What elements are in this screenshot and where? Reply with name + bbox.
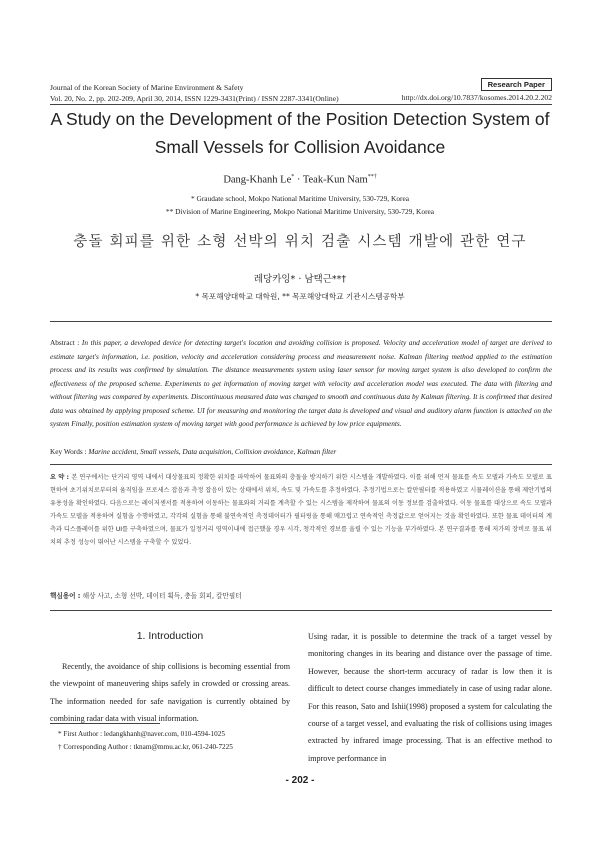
- section-heading: 1. Introduction: [136, 630, 204, 642]
- journal-name: Journal of the Korean Society of Marine Environment & Safety: [50, 83, 244, 92]
- keywords-text: Marine accident, Small vessels, Data acquisition, Collision avoidance, Kalman filter: [88, 447, 337, 456]
- korean-title: 충돌 회피를 위한 소형 선박의 위치 검출 시스템 개발에 관한 연구: [73, 234, 527, 250]
- korean-affiliation: * 목포해양대학교 대학원, ** 목포해양대학교 기관시스템공학부: [195, 292, 405, 301]
- abstract-text: In this paper, a developed device for detecting target's location and avoiding collision is proposed. Velocity and acceleration model of target are derived to estimate target's information, i.e. position, velocity and acceleration considering process and measurement noise. Kalman filtering method applied to the estimation process and its results was confirmed by simulation. The distance measurements system using laser sensor for moving target system is also developed to confirm the effectiveness of the proposed scheme. Experiments to get information of moving target with velocity and acceleration model was executed. The data with filtering and without filtering was compared by experiments. Discontinuous measured data was changed to smooth and continuous data by Kalman filtering. It is confirmed that desired data was obtained by applying proposed scheme. UI for measuring and monitoring the target data is developed and visual and auditory alarm function is attached on the system Finally, position estimation system of moving target with good performance is achieved by low price equipments.: [50, 338, 552, 428]
- author-name: Dang-Khanh Le: [223, 174, 292, 186]
- body-paragraph: Using radar, it is possible to determine the track of a target vessel by monitoring changes in its bearing and distance over the passage of time. However, because the short-term accuracy of radar is low then it is difficult to detect course changes immediately in case of using radar alone. For this reason, Sato and Ishii(1998) proposed a system for calculating the course of a target vessel, and evaluating the risk of collisions using images extracted by infrared image processing. That is an effective method to improve performance in: [308, 632, 552, 763]
- korean-abstract-label: 요 약 :: [50, 474, 72, 481]
- abstract-label: Abstract :: [50, 338, 82, 347]
- korean-keywords-text: 해상 사고, 소형 선박, 데이터 획득, 충돌 회피, 칼만필터: [82, 592, 242, 600]
- author-separator: ·: [294, 174, 303, 186]
- paper-type-badge: Research Paper: [481, 78, 552, 91]
- abstract: [50, 336, 552, 431]
- footnote: * First Author : ledangkhanh@naver.com, 010-4594-1025: [58, 730, 225, 738]
- journal-info: [50, 82, 339, 104]
- keywords-label: Key Words :: [50, 447, 89, 456]
- author-name: Teak-Kun Nam: [302, 174, 368, 186]
- body-top-rule: [50, 610, 552, 611]
- body-paragraph: Recently, the avoidance of ship collisions is becoming essential from the viewpoint of maneuvering ships safely in crowded or crossing areas. The information needed for safe navigation is currently obtained by combining radar data with visual information.: [50, 662, 290, 724]
- affiliation: ** Division of Marine Engineering, Mokpo National Maritime University, 530-729, Korea: [165, 207, 435, 216]
- paper-title: A Study on the Development of the Position Detection System of Small Vessels for Collision Avoidance: [50, 109, 550, 157]
- korean-abstract: [50, 471, 552, 550]
- journal-volume: Vol. 20, No. 2, pp. 202-209, April 30, 2014, ISSN 1229-3431(Print) / ISSN 2287-3341(Online): [50, 94, 339, 103]
- doi-link[interactable]: http://dx.doi.org/10.7837/kosomes.2014.20.2.202: [401, 93, 552, 102]
- body-column-left: [50, 658, 290, 728]
- affiliation: * Graudate school, Mokpo National Maritime University, 530-729, Korea: [190, 194, 410, 203]
- body-column-right: [308, 628, 552, 767]
- author-list: [0, 174, 600, 186]
- footnote: † Corresponding Author : tknam@mmu.ac.kr, 061-240-7225: [58, 743, 233, 751]
- footnote-rule: [50, 723, 160, 724]
- abstract-divider: [50, 464, 552, 465]
- author-mark: **†: [367, 174, 377, 180]
- korean-keywords: [50, 590, 552, 600]
- korean-abstract-text: 본 연구에서는 단거리 영역 내에서 대상물표의 정확한 위치를 파악하여 물표와의 충돌을 방지하기 위한 시스템을 개발하였다. 이를 위해 먼저 물표를 속도 모델과 가속도 모델로 표현하여 초기위치로부터의 움직임을 프로세스 잡음과 측정 잡음이 있는 상태에서 위치, 속도 및 가속도를 추정하였다. 추정기법으로는 칼만필터를 적용하였고 시뮬레이션을 통해 제안기법의 유용성을 확인하였다. 다음으로는 레이저센서를 적용하여 이동하는 물표와의 거리를 계측할 수 있는 시스템을 제작하여 물표의 이동 정보를 검출하였다. 이동 물표를 대상으로 속도 모델과 가속도 모델을 적용하여 실험을 수행하였고, 각각의 실험을 통해 불연속적인 측정데이터가 필터링을 통해 매끄럽고 연속적인 측정값으로 얻어지는 것을 확인하였다. 또한 물표 데이터의 계측과 디스플레이를 위한 UI를 구축하였으며, 물표가 일정거리 영역이내에 접근했을 경우 시각, 청각적인 경보를 울릴 수 있는 기능을 부가하였다. 본 연구결과를 통해 저가의 장비로 물표 위치의 추정 성능이 뛰어난 시스템을 구축할 수 있었다.: [50, 474, 552, 547]
- korean-keywords-label: 핵심용어 :: [50, 592, 83, 600]
- korean-authors: 레당카잉* · 남택근**†: [253, 274, 347, 285]
- abstract-top-rule: [50, 321, 552, 322]
- author-mark: *: [291, 174, 295, 180]
- page-number: - 202 -: [285, 775, 315, 786]
- keywords: [50, 447, 552, 456]
